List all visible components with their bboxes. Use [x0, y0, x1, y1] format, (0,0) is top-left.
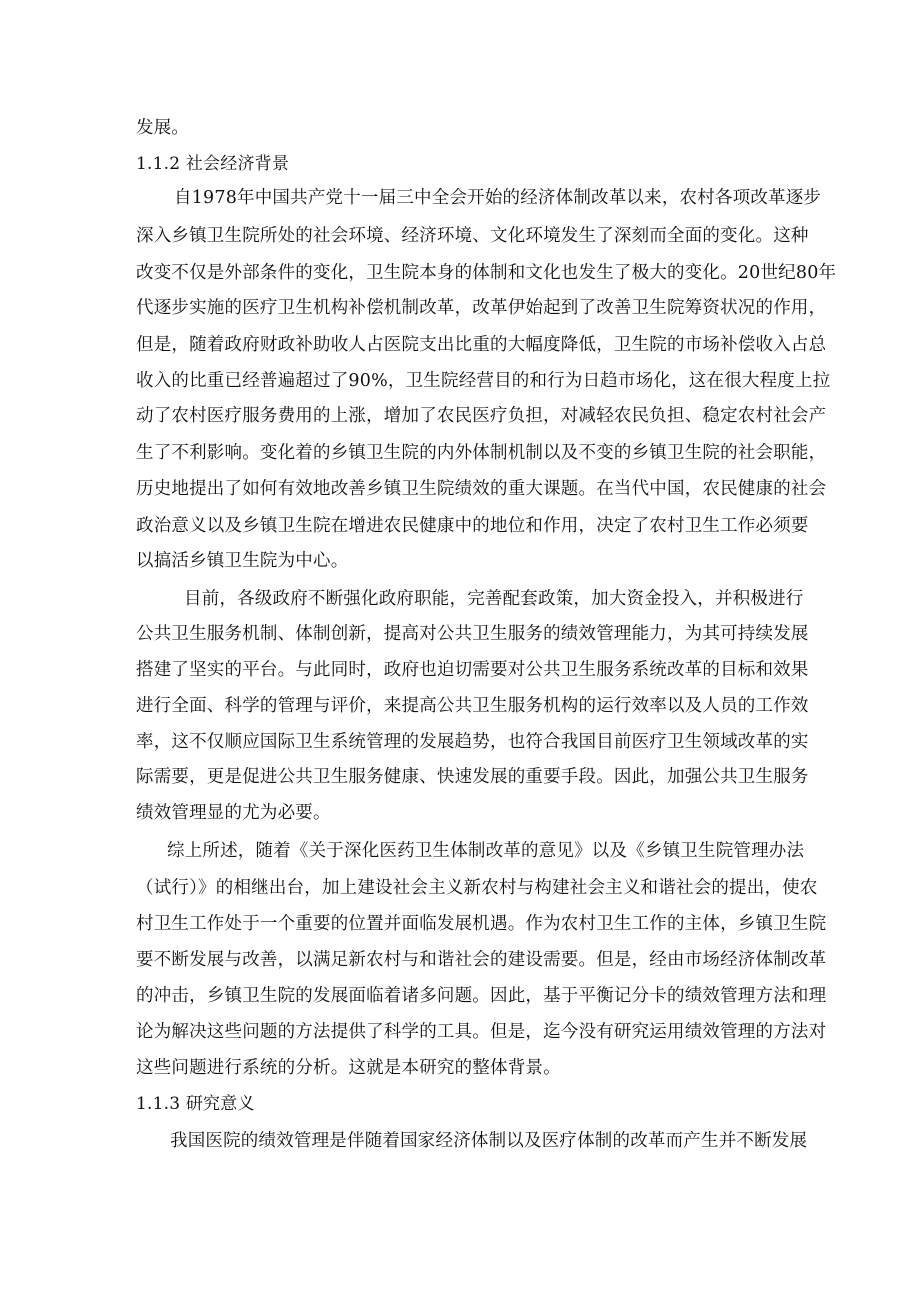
text-line: 综上所述，随着《关于深化医药卫生体制改革的意见》以及《乡镇卫生院管理办法 — [167, 841, 805, 861]
text-line: 自1978年中国共产党十一届三中全会开始的经济体制改革以来，农村各项改革逐步 — [174, 188, 822, 208]
text-line: 发展。 — [136, 118, 190, 138]
text-line: 代逐步实施的医疗卫生机构补偿机制改革，改革伊始起到了改善卫生院筹资状况的作用， — [136, 298, 827, 318]
section-heading-1-1-2: 1.1.2 社会经济背景 — [136, 154, 290, 174]
text-line: 论为解决这些问题的方法提供了科学的工具。但是，迄今没有研究运用绩效管理的方法对 — [136, 1022, 827, 1042]
text-line: 际需要，更是促进公共卫生服务健康、快速发展的重要手段。因此，加强公共卫生服务 — [136, 767, 809, 787]
text-line: 政治意义以及乡镇卫生院在增进农民健康中的地位和作用，决定了农村卫生工作必须要 — [136, 516, 809, 536]
text-line: 目前，各级政府不断强化政府职能，完善配套政策，加大资金投入，并积极进行 — [184, 589, 804, 609]
text-line: 搭建了坚实的平台。与此同时，政府也迫切需要对公共卫生服务系统改革的目标和效果 — [136, 660, 809, 680]
text-line: 改变不仅是外部条件的变化，卫生院本身的体制和文化也发生了极大的变化。20世纪80年 — [136, 263, 837, 283]
section-heading-1-1-3: 1.1.3 研究意义 — [136, 1094, 255, 1114]
text-line: （试行）》的相继出台，加上建设社会主义新农村与构建社会主义和谐社会的提出，使农 — [136, 878, 818, 898]
text-line: 公共卫生服务机制、体制创新，提高对公共卫生服务的绩效管理能力，为其可持续发展 — [136, 624, 809, 644]
text-line: 要不断发展与改善，以满足新农村与和谐社会的建设需要。但是，经由市场经济体制改革 — [136, 950, 827, 970]
text-line: 率，这不仅顺应国际卫生系统管理的发展趋势，也符合我国目前医疗卫生领域改革的实 — [136, 732, 809, 752]
text-line: 动了农村医疗服务费用的上涨，增加了农民医疗负担，对减轻农民负担、稳定农村社会产 — [136, 406, 827, 426]
text-line: 我国医院的绩效管理是伴随着国家经济体制以及医疗体制的改革而产生并不断发展 — [170, 1131, 808, 1151]
text-line: 以搞活乡镇卫生院为中心。 — [136, 551, 349, 571]
text-line: 村卫生工作处于一个重要的位置并面临发展机遇。作为农村卫生工作的主体，乡镇卫生院 — [136, 914, 827, 934]
text-line: 绩效管理显的尤为必要。 — [136, 803, 331, 823]
text-line: 但是，随着政府财政补助收人占医院支出比重的大幅度降低，卫生院的市场补偿收入占总 — [136, 335, 827, 355]
text-line: 的冲击，乡镇卫生院的发展面临着诸多问题。因此，基于平衡记分卡的绩效管理方法和理 — [136, 986, 827, 1006]
text-line: 进行全面、科学的管理与评价，来提高公共卫生服务机构的运行效率以及人员的工作效 — [136, 696, 809, 716]
text-line: 深入乡镇卫生院所处的社会环境、经济环境、文化环境发生了深刻而全面的变化。这种 — [136, 226, 809, 246]
text-line: 收入的比重已经普遍超过了90%，卫生院经营目的和行为日趋市场化，这在很大程度上拉 — [136, 371, 831, 391]
text-line: 这些问题进行系统的分析。这就是本研究的整体背景。 — [136, 1058, 561, 1078]
text-line: 生了不利影响。变化着的乡镇卫生院的内外体制机制以及不变的乡镇卫生院的社会职能， — [136, 443, 827, 463]
text-line: 历史地提出了如何有效地改善乡镇卫生院绩效的重大课题。在当代中国，农民健康的社会 — [136, 479, 827, 499]
